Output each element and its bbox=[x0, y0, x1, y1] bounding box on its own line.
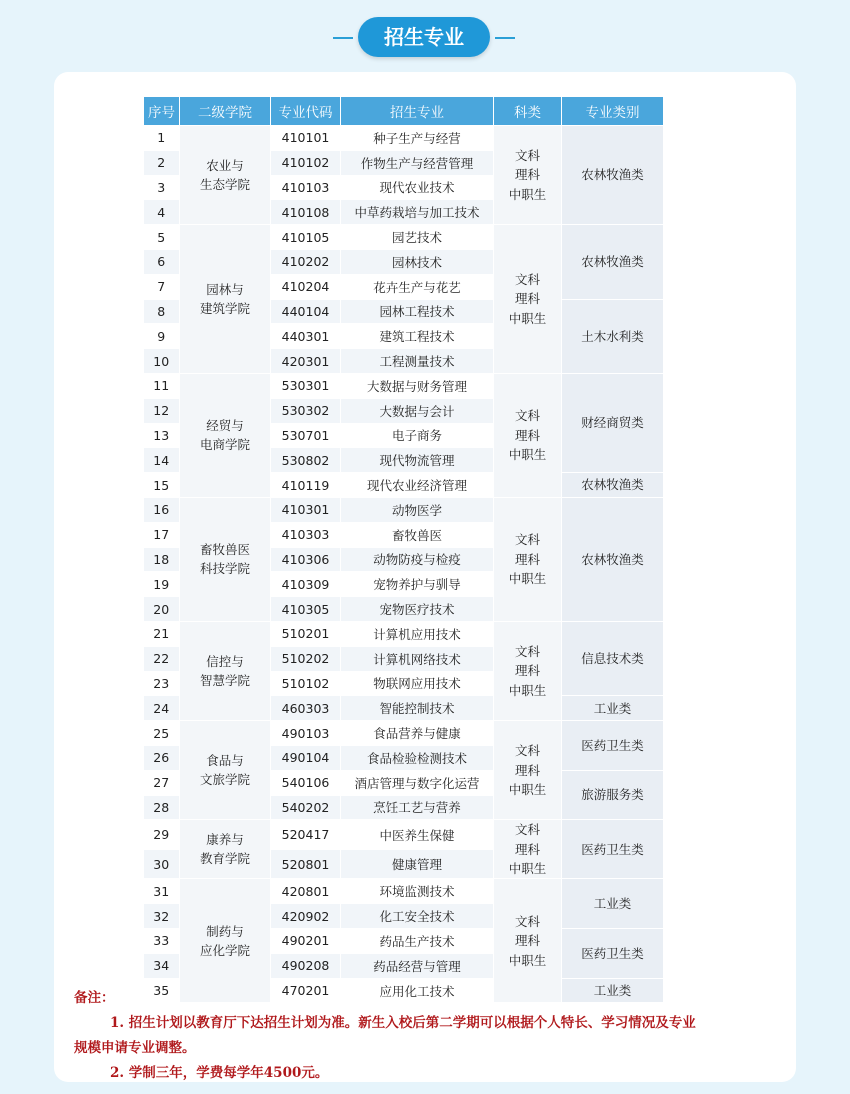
major-name: 作物生产与经营管理 bbox=[341, 150, 494, 175]
major-name: 烹饪工艺与营养 bbox=[341, 795, 494, 820]
subject-cell bbox=[494, 225, 562, 374]
major-name: 动物医学 bbox=[341, 497, 494, 522]
major-code: 410303 bbox=[271, 522, 341, 547]
row-number: 17 bbox=[144, 522, 180, 547]
major-name: 花卉生产与花艺 bbox=[341, 274, 494, 299]
title-deco-line-right bbox=[495, 37, 515, 39]
table-body bbox=[144, 126, 664, 1003]
major-code: 410119 bbox=[271, 473, 341, 498]
row-number: 10 bbox=[144, 349, 180, 374]
major-name: 宠物医疗技术 bbox=[341, 597, 494, 622]
header-cell: 科类 bbox=[494, 97, 562, 126]
header-cell: 二级学院 bbox=[180, 97, 271, 126]
major-name: 中医养生保健 bbox=[341, 820, 494, 850]
category-cell: 旅游服务类 bbox=[562, 770, 664, 820]
title-deco-line-left bbox=[333, 37, 353, 39]
category-cell: 农林牧渔类 bbox=[562, 225, 664, 299]
major-code: 530302 bbox=[271, 398, 341, 423]
subject-cell bbox=[494, 721, 562, 820]
row-number: 21 bbox=[144, 621, 180, 646]
section-title: 招生专业 bbox=[358, 17, 490, 57]
row-number: 12 bbox=[144, 398, 180, 423]
row-number: 33 bbox=[144, 929, 180, 954]
major-code: 510201 bbox=[271, 621, 341, 646]
major-code: 410202 bbox=[271, 249, 341, 274]
category-cell: 医药卫生类 bbox=[562, 721, 664, 771]
table-row bbox=[144, 373, 664, 398]
subject-line: 理科 bbox=[514, 762, 540, 778]
major-code: 510102 bbox=[271, 671, 341, 696]
college-name-line: 食品与 bbox=[206, 752, 244, 768]
row-number: 5 bbox=[144, 225, 180, 250]
major-name: 建筑工程技术 bbox=[341, 324, 494, 349]
college-name-line: 农业与 bbox=[206, 157, 244, 173]
row-number: 29 bbox=[144, 820, 180, 850]
subject-line: 中职生 bbox=[508, 310, 547, 326]
row-number: 1 bbox=[144, 126, 180, 151]
major-code: 520801 bbox=[271, 849, 341, 879]
row-number: 11 bbox=[144, 373, 180, 398]
major-name: 健康管理 bbox=[341, 849, 494, 879]
subject-line: 文科 bbox=[514, 272, 540, 288]
college-name-line: 应化学院 bbox=[199, 942, 250, 958]
row-number: 13 bbox=[144, 423, 180, 448]
major-name: 环境监测技术 bbox=[341, 879, 494, 904]
major-code: 410306 bbox=[271, 547, 341, 572]
subject-line: 文科 bbox=[514, 913, 540, 929]
subject-line: 理科 bbox=[514, 841, 540, 857]
college-cell bbox=[180, 497, 271, 621]
college-name-line: 康养与 bbox=[206, 832, 244, 847]
subject-line: 理科 bbox=[514, 427, 540, 443]
major-code: 530802 bbox=[271, 448, 341, 473]
major-name: 现代农业技术 bbox=[341, 175, 494, 200]
major-code: 440104 bbox=[271, 299, 341, 324]
major-name: 大数据与财务管理 bbox=[341, 373, 494, 398]
college-cell bbox=[180, 126, 271, 225]
row-number: 20 bbox=[144, 597, 180, 622]
college-name-line: 文旅学院 bbox=[199, 772, 250, 788]
major-name: 畜牧兽医 bbox=[341, 522, 494, 547]
college-name-line: 智慧学院 bbox=[199, 673, 250, 689]
table-row bbox=[144, 820, 664, 850]
major-code: 420902 bbox=[271, 904, 341, 929]
college-name-line: 制药与 bbox=[206, 923, 244, 939]
row-number: 2 bbox=[144, 150, 180, 175]
college-cell bbox=[180, 820, 271, 879]
row-number: 15 bbox=[144, 473, 180, 498]
subject-cell bbox=[494, 879, 562, 1003]
major-code: 420301 bbox=[271, 349, 341, 374]
college-name-line: 园林与 bbox=[206, 281, 244, 297]
row-number: 26 bbox=[144, 745, 180, 770]
subject-line: 中职生 bbox=[508, 781, 547, 797]
college-cell bbox=[180, 225, 271, 374]
major-name: 电子商务 bbox=[341, 423, 494, 448]
category-cell: 财经商贸类 bbox=[562, 373, 664, 472]
major-name: 大数据与会计 bbox=[341, 398, 494, 423]
subject-line: 理科 bbox=[514, 167, 540, 183]
notes-heading: 备注： bbox=[74, 990, 115, 1006]
row-number: 22 bbox=[144, 646, 180, 671]
subject-line: 中职生 bbox=[508, 952, 547, 968]
subject-line: 理科 bbox=[514, 933, 540, 949]
major-code: 410309 bbox=[271, 572, 341, 597]
major-name: 工程测量技术 bbox=[341, 349, 494, 374]
row-number: 7 bbox=[144, 274, 180, 299]
major-name: 中草药栽培与加工技术 bbox=[341, 200, 494, 225]
major-name: 园艺技术 bbox=[341, 225, 494, 250]
subject-line: 理科 bbox=[514, 291, 540, 307]
header-cell: 序号 bbox=[144, 97, 180, 126]
college-name-line: 科技学院 bbox=[199, 561, 250, 577]
major-name: 食品检验检测技术 bbox=[341, 745, 494, 770]
row-number: 34 bbox=[144, 953, 180, 978]
row-number: 35 bbox=[144, 978, 180, 1003]
major-name: 现代物流管理 bbox=[341, 448, 494, 473]
note-item-2: 2. 学制三年，学费每学年4500元。 bbox=[110, 1065, 329, 1081]
major-code: 410101 bbox=[271, 126, 341, 151]
major-name: 智能控制技术 bbox=[341, 696, 494, 721]
subject-line: 中职生 bbox=[508, 186, 547, 202]
major-code: 410204 bbox=[271, 274, 341, 299]
row-number: 14 bbox=[144, 448, 180, 473]
college-name-line: 畜牧兽医 bbox=[199, 542, 250, 558]
subject-line: 理科 bbox=[514, 551, 540, 567]
major-code: 530301 bbox=[271, 373, 341, 398]
major-name: 计算机网络技术 bbox=[341, 646, 494, 671]
college-name-line: 生态学院 bbox=[199, 177, 250, 193]
row-number: 31 bbox=[144, 879, 180, 904]
major-code: 490104 bbox=[271, 745, 341, 770]
college-name-line: 教育学院 bbox=[199, 851, 250, 867]
major-name: 食品营养与健康 bbox=[341, 721, 494, 746]
major-code: 490201 bbox=[271, 929, 341, 954]
major-code: 490208 bbox=[271, 953, 341, 978]
subject-cell bbox=[494, 820, 562, 879]
majors-table bbox=[143, 96, 664, 1003]
college-name-line: 电商学院 bbox=[199, 437, 250, 453]
header-cell: 招生专业 bbox=[341, 97, 494, 126]
college-cell bbox=[180, 721, 271, 820]
major-code: 410105 bbox=[271, 225, 341, 250]
major-code: 470201 bbox=[271, 978, 341, 1003]
row-number: 27 bbox=[144, 770, 180, 795]
row-number: 25 bbox=[144, 721, 180, 746]
major-name: 园林技术 bbox=[341, 249, 494, 274]
category-cell: 农林牧渔类 bbox=[562, 126, 664, 225]
subject-line: 文科 bbox=[514, 408, 540, 424]
category-cell: 土木水利类 bbox=[562, 299, 664, 373]
major-code: 520417 bbox=[271, 820, 341, 850]
major-name: 酒店管理与数字化运营 bbox=[341, 770, 494, 795]
row-number: 8 bbox=[144, 299, 180, 324]
row-number: 4 bbox=[144, 200, 180, 225]
college-cell bbox=[180, 373, 271, 497]
subject-line: 文科 bbox=[514, 532, 540, 548]
major-code: 440301 bbox=[271, 324, 341, 349]
major-name: 药品生产技术 bbox=[341, 929, 494, 954]
category-cell: 农林牧渔类 bbox=[562, 497, 664, 621]
major-name: 园林工程技术 bbox=[341, 299, 494, 324]
section-title-banner bbox=[0, 14, 850, 58]
major-name: 动物防疫与检疫 bbox=[341, 547, 494, 572]
major-name: 药品经营与管理 bbox=[341, 953, 494, 978]
major-code: 410305 bbox=[271, 597, 341, 622]
college-name-line: 建筑学院 bbox=[199, 301, 250, 317]
college-name-line: 信控与 bbox=[206, 653, 244, 669]
subject-line: 文科 bbox=[514, 822, 540, 838]
notes-section bbox=[74, 986, 794, 1086]
row-number: 6 bbox=[144, 249, 180, 274]
category-cell: 农林牧渔类 bbox=[562, 473, 664, 498]
row-number: 9 bbox=[144, 324, 180, 349]
major-code: 410108 bbox=[271, 200, 341, 225]
subject-line: 文科 bbox=[514, 148, 540, 164]
category-cell: 医药卫生类 bbox=[562, 929, 664, 979]
row-number: 16 bbox=[144, 497, 180, 522]
row-number: 30 bbox=[144, 849, 180, 879]
category-cell: 医药卫生类 bbox=[562, 820, 664, 879]
table-row bbox=[144, 721, 664, 746]
note-item-1: 1. 招生计划以教育厅下达招生计划为准。新生入校后第二学期可以根据个人特长、学习情况及专业 bbox=[110, 1015, 696, 1031]
major-name: 宠物养护与驯导 bbox=[341, 572, 494, 597]
table-row bbox=[144, 879, 664, 904]
major-code: 540202 bbox=[271, 795, 341, 820]
major-code: 460303 bbox=[271, 696, 341, 721]
row-number: 24 bbox=[144, 696, 180, 721]
subject-cell bbox=[494, 497, 562, 621]
subject-line: 文科 bbox=[514, 643, 540, 659]
major-name: 化工安全技术 bbox=[341, 904, 494, 929]
table-header-row bbox=[144, 97, 664, 126]
major-name: 计算机应用技术 bbox=[341, 621, 494, 646]
header-cell: 专业类别 bbox=[562, 97, 664, 126]
subject-cell bbox=[494, 373, 562, 497]
major-code: 530701 bbox=[271, 423, 341, 448]
major-code: 420801 bbox=[271, 879, 341, 904]
row-number: 32 bbox=[144, 904, 180, 929]
subject-line: 中职生 bbox=[508, 861, 547, 877]
category-cell: 工业类 bbox=[562, 978, 664, 1003]
major-name: 物联网应用技术 bbox=[341, 671, 494, 696]
subject-line: 文科 bbox=[514, 743, 540, 759]
subject-line: 中职生 bbox=[508, 571, 547, 587]
college-cell bbox=[180, 621, 271, 720]
subject-line: 中职生 bbox=[508, 447, 547, 463]
major-code: 410102 bbox=[271, 150, 341, 175]
major-code: 410301 bbox=[271, 497, 341, 522]
subject-line: 理科 bbox=[514, 663, 540, 679]
row-number: 23 bbox=[144, 671, 180, 696]
subject-cell bbox=[494, 126, 562, 225]
category-cell: 工业类 bbox=[562, 879, 664, 929]
major-name: 应用化工技术 bbox=[341, 978, 494, 1003]
subject-cell bbox=[494, 621, 562, 720]
major-code: 490103 bbox=[271, 721, 341, 746]
header-cell: 专业代码 bbox=[271, 97, 341, 126]
table-row bbox=[144, 621, 664, 646]
row-number: 28 bbox=[144, 795, 180, 820]
table-row bbox=[144, 497, 664, 522]
major-code: 510202 bbox=[271, 646, 341, 671]
table-row bbox=[144, 126, 664, 151]
major-name: 现代农业经济管理 bbox=[341, 473, 494, 498]
subject-line: 中职生 bbox=[508, 682, 547, 698]
category-cell: 工业类 bbox=[562, 696, 664, 721]
college-cell bbox=[180, 879, 271, 1003]
category-cell: 信息技术类 bbox=[562, 621, 664, 695]
major-code: 540106 bbox=[271, 770, 341, 795]
row-number: 19 bbox=[144, 572, 180, 597]
row-number: 18 bbox=[144, 547, 180, 572]
major-name: 种子生产与经营 bbox=[341, 126, 494, 151]
major-code: 410103 bbox=[271, 175, 341, 200]
row-number: 3 bbox=[144, 175, 180, 200]
note-item-1-continued: 规模申请专业调整。 bbox=[74, 1040, 196, 1056]
college-name-line: 经贸与 bbox=[206, 418, 244, 434]
table-row bbox=[144, 225, 664, 250]
